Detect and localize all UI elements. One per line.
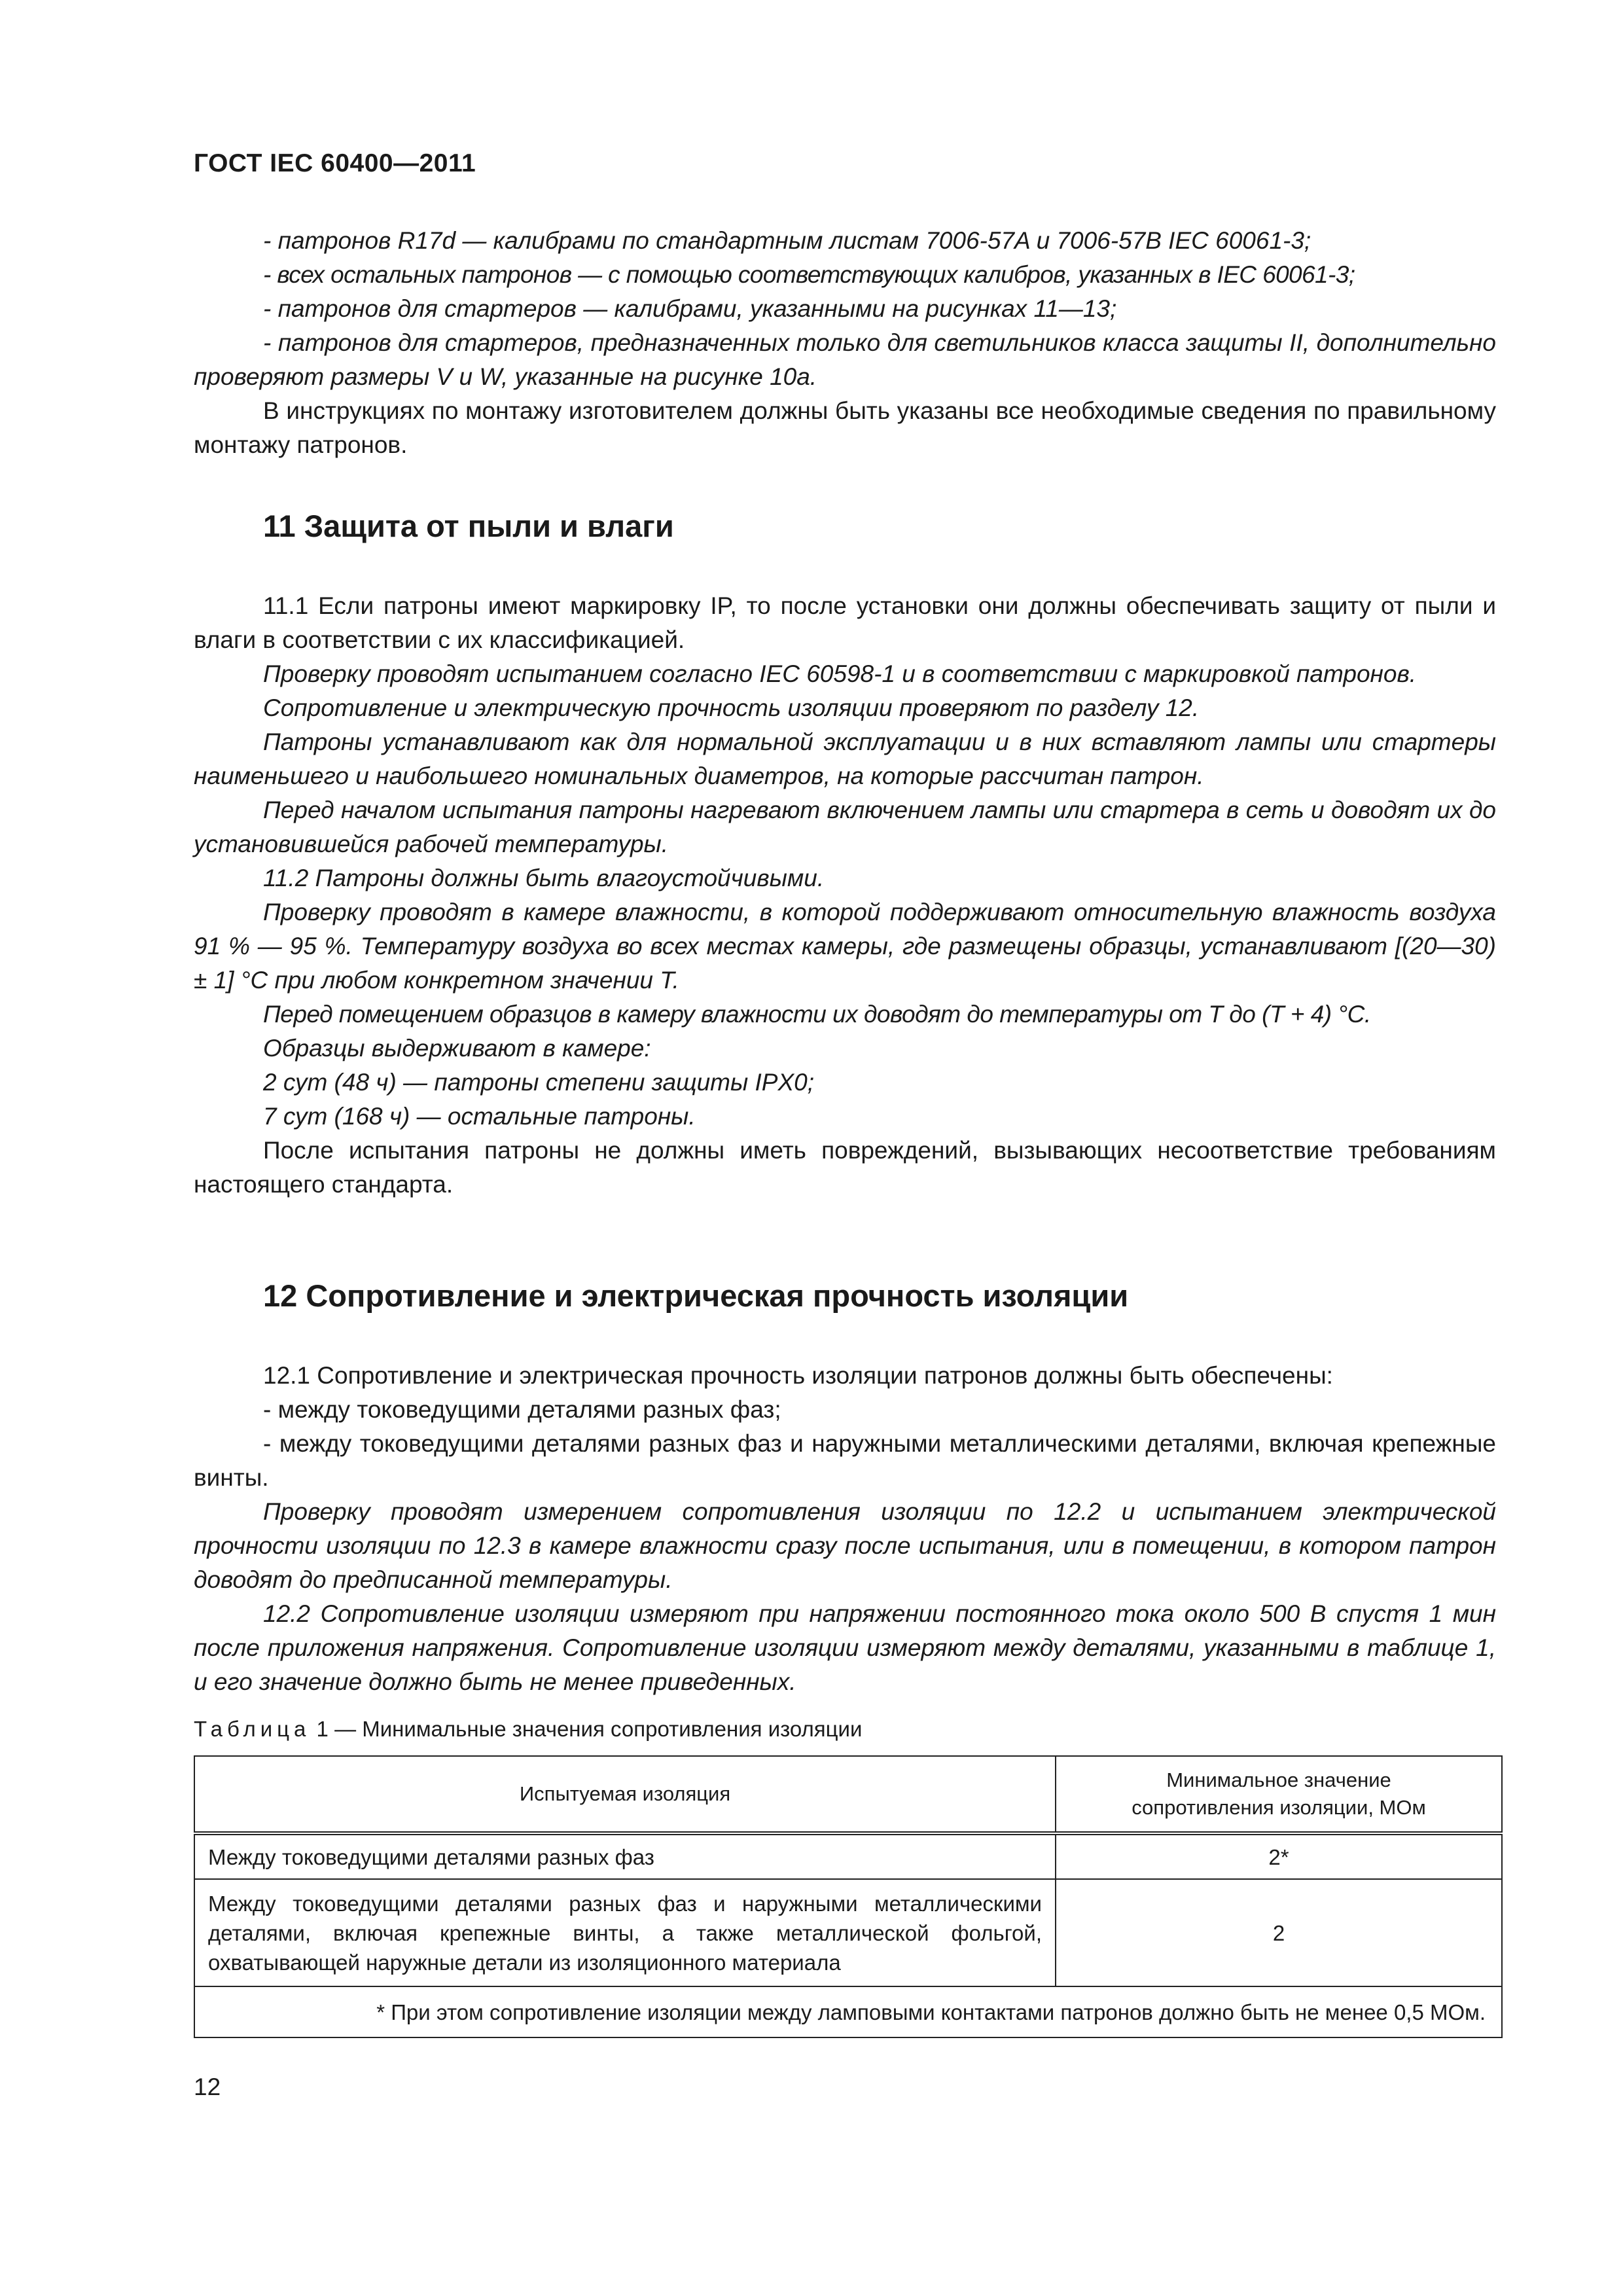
table-cell-insulation: Между токоведущими деталями разных фаз [194, 1833, 1056, 1879]
paragraph: 11.1 Если патроны имеют маркировку IP, то после установки они должны обеспечивать защиту от пыли и влаги в соответствии с их классификацией. [194, 592, 1496, 653]
section-12-title: 12 Сопротивление и электрическая прочность изоляции [263, 1278, 1129, 1313]
table-cell-value: 2* [1056, 1833, 1502, 1879]
section-11-body [194, 589, 1496, 1202]
paragraph: 7 сут (168 ч) — остальные патроны. [263, 1103, 696, 1130]
paragraph: 12.2 Сопротивление изоляции измеряют при напряжении постоянного тока около 500 В спустя 1 мин после приложения напряжения. Сопротивление изоляции измеряют между деталями, указанными в таблице 1, и его значение должно быть не менее приведенных. [194, 1600, 1496, 1695]
paragraph: Образцы выдерживают в камере: [263, 1035, 651, 1062]
paragraph: 11.2 Патроны должны быть влагоустойчивыми. [263, 865, 825, 891]
paragraph: - между токоведущими деталями разных фаз; [263, 1396, 781, 1423]
paragraph: Проверку проводят испытанием согласно IEC 60598-1 и в соответствии с маркировкой патронов. [263, 660, 1417, 687]
table-caption-text: 1 — Минимальные значения сопротивления изоляции [310, 1717, 863, 1741]
page-number: 12 [194, 2073, 221, 2100]
table-caption-label: Таблица [194, 1717, 311, 1741]
paragraph: После испытания патроны не должны иметь повреждений, вызывающих несоответствие требованиям настоящего стандарта. [194, 1137, 1496, 1198]
table-row [194, 1833, 1502, 1879]
table-cell-insulation: Между токоведущими деталями разных фаз и наружными металлическими деталями, включая крепежные винты, а также металлической фольгой, охватывающей наружные детали из изоляционного материала [194, 1879, 1056, 1986]
document-header: ГОСТ IEC 60400—2011 [194, 149, 476, 177]
paragraph: - между токоведущими деталями разных фаз и наружными металлическими деталями, включая крепежные винты. [194, 1430, 1496, 1491]
column-header-line: Минимальное значение [1166, 1768, 1391, 1791]
paragraph: - патронов для стартеров, предназначенных только для светильников класса защиты II, дополнительно проверяют размеры V и W, указанные на рисунке 10а. [194, 329, 1496, 390]
paragraph: - патронов для стартеров — калибрами, указанными на рисунках 11—13; [263, 295, 1117, 322]
intro-block [194, 224, 1496, 462]
paragraph: Проверку проводят измерением сопротивления изоляции по 12.2 и испытанием электрической прочности изоляции по 12.3 в камере влажности сразу после испытания, или в помещении, в котором патрон доводят до предписанной температуры. [194, 1498, 1496, 1593]
section-12-body [194, 1359, 1496, 1699]
paragraph: Патроны устанавливают как для нормальной эксплуатации и в них вставляют лампы или стартеры наименьшего и наибольшего номинальных диаметров, на которые рассчитан патрон. [194, 728, 1496, 789]
table-footnote-row [194, 1986, 1502, 2037]
paragraph: Сопротивление и электрическую прочность изоляции проверяют по разделу 12. [263, 694, 1200, 721]
paragraph: Перед помещением образцов в камеру влажности их доводят до температуры от T до (T + 4) °С. [263, 1001, 1371, 1028]
table-cell-value: 2 [1056, 1879, 1502, 1986]
column-header-min-resistance [1056, 1756, 1502, 1833]
table-row [194, 1879, 1502, 1986]
paragraph: - всех остальных патронов — с помощью соответствующих калибров, указанных в IEC 60061-3; [263, 261, 1355, 288]
paragraph: - патронов R17d — калибрами по стандартным листам 7006-57A и 7006-57B IEC 60061-3; [263, 227, 1311, 254]
paragraph: В инструкциях по монтажу изготовителем должны быть указаны все необходимые сведения по правильному монтажу патронов. [194, 397, 1496, 458]
paragraph: Проверку проводят в камере влажности, в которой поддерживают относительную влажность воздуха 91 % — 95 %. Температуру воздуха во всех местах камеры, где размещены образцы, устанавливают [(20—30) ± 1] °С при любом конкретном значении T. [194, 899, 1496, 994]
table-1-caption [194, 1715, 862, 1744]
table-footnote: * При этом сопротивление изоляции между ламповыми контактами патронов должно быть не менее 0,5 МОм. [194, 1986, 1502, 2037]
column-header-line: сопротивления изоляции, МОм [1132, 1796, 1426, 1819]
table-1 [194, 1755, 1503, 2038]
paragraph: Перед началом испытания патроны нагревают включением лампы или стартера в сеть и доводят их до установившейся рабочей температуры. [194, 797, 1496, 857]
table-header-row [194, 1756, 1502, 1833]
paragraph: 2 сут (48 ч) — патроны степени защиты IPX0; [263, 1069, 815, 1096]
column-header-insulation: Испытуемая изоляция [194, 1756, 1056, 1833]
section-11-title: 11 Защита от пыли и влаги [263, 509, 674, 543]
paragraph: 12.1 Сопротивление и электрическая прочность изоляции патронов должны быть обеспечены: [263, 1362, 1333, 1389]
